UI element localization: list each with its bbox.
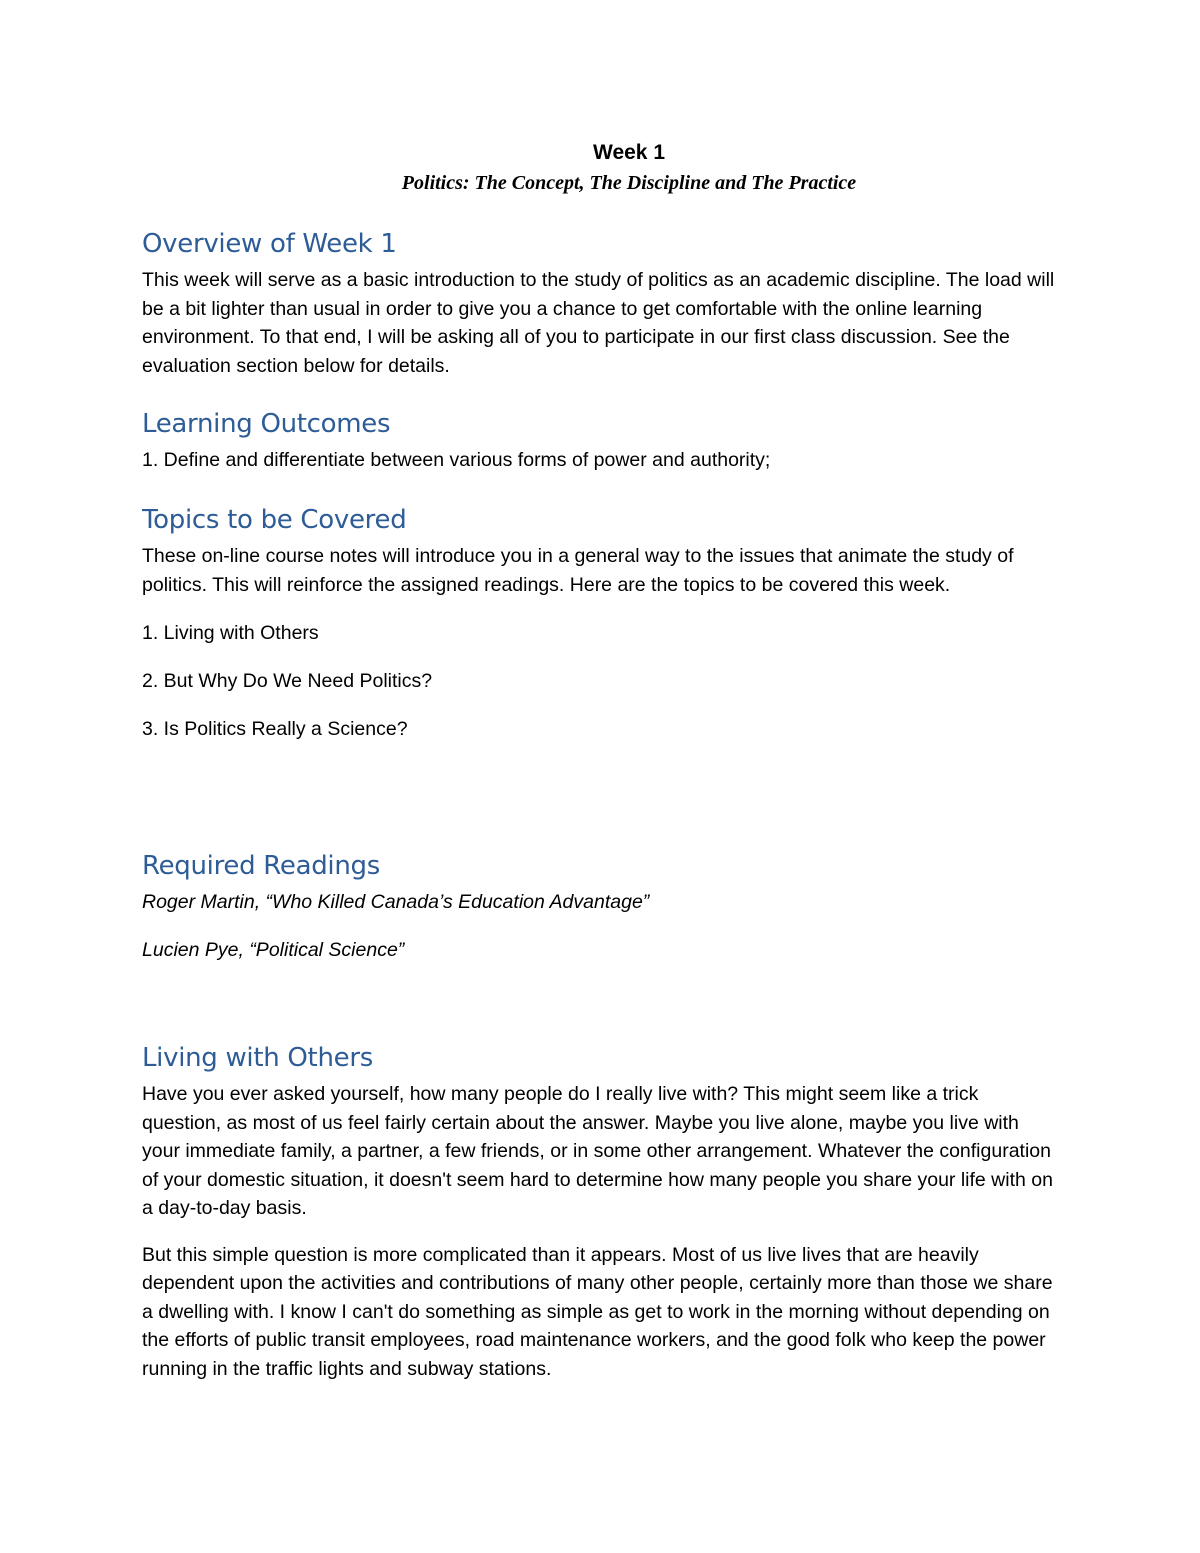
topics-intro-paragraph: These on-line course notes will introduce you in a general way to the issues that animate the study of politics. This will reinforce the assigned readings. Here are the topics to be covered this week.: [142, 545, 1014, 596]
body-paragraph: Have you ever asked yourself, how many people do I really live with? This might seem like a trick question, as most of us feel fairly certain about the answer. Maybe you live alone, maybe you live with your immediate family, a partner, a few friends, or in some other arrangement. Whatever the configuration of your domestic situation, it doesn't seem hard to determine how many people you share your life with on a day-to-day basis.: [142, 1083, 1053, 1219]
living-with-others-section: [142, 1040, 1062, 1383]
overview-paragraph: This week will serve as a basic introduction to the study of politics as an academic discipline. The load will be a bit lighter than usual in order to give you a chance to get comfortable with the online learning environment. To that end, I will be asking all of you to participate in our first class discussion. See the evaluation section below for details.: [142, 269, 1055, 377]
document-page: [142, 138, 1062, 1380]
required-readings-heading: Required Readings: [142, 851, 380, 881]
learning-outcome-item: 1. Define and differentiate between various forms of power and authority;: [142, 449, 771, 471]
overview-heading: Overview of Week 1: [142, 229, 397, 259]
living-with-others-heading: Living with Others: [142, 1043, 373, 1073]
learning-outcomes-heading: Learning Outcomes: [142, 409, 391, 439]
document-subtitle: Politics: The Concept, The Discipline and The Practice: [401, 172, 857, 194]
topic-item: 1. Living with Others: [142, 621, 319, 644]
topics-heading: Topics to be Covered: [142, 505, 407, 535]
learning-outcomes-section: [142, 406, 1062, 475]
body-paragraph: But this simple question is more complicated than it appears. Most of us live lives that are heavily dependent upon the activities and contributions of many other people, certainly more than those we share a dwelling with. I know I can't do something as simple as get to work in the morning without depending on the efforts of public transit employees, road maintenance workers, and the good folk who keep the power running in the traffic lights and subway stations.: [142, 1243, 1053, 1380]
document-title: Week 1: [593, 141, 665, 164]
topics-section: [142, 502, 1062, 743]
overview-section: [142, 226, 1062, 380]
required-readings-section: [142, 848, 1062, 965]
topic-item: 2. But Why Do We Need Politics?: [142, 669, 433, 692]
reading-item: Roger Martin, “Who Killed Canada’s Education Advantage”: [142, 891, 650, 913]
topic-item: 3. Is Politics Really a Science?: [142, 717, 408, 740]
reading-item: Lucien Pye, “Political Science”: [142, 939, 405, 961]
